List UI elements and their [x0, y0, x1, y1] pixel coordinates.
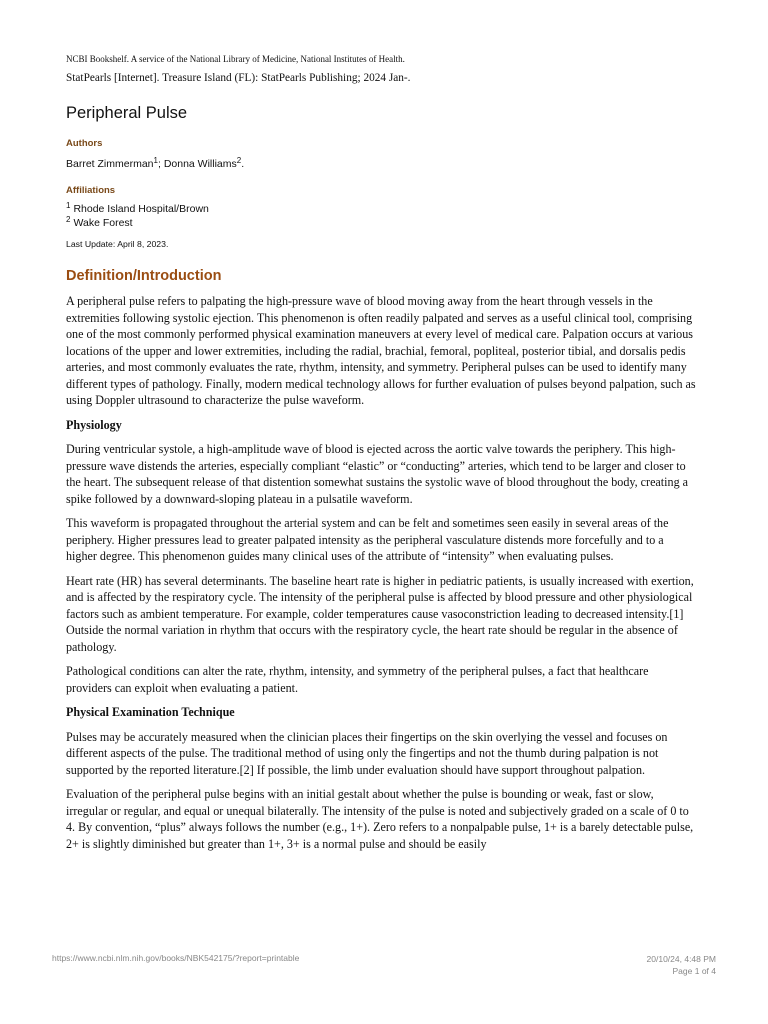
affiliations-label: Affiliations [66, 185, 116, 196]
paragraph: Evaluation of the peripheral pulse begins with an initial gestalt about whether the pulse is bounding or weak, fast or slow, irregular or regular, and equal or unequal bilaterally. The intensity of the pulse is noted and subjectively graded on a scale of 0 to 4. By convention, “plus” always follows the number (e.g., 1+). Zero refers to a nonpalpable pulse, 1+ is a barely detectable pulse, 2+ is slightly diminished but greater than 1+, 3+ is a normal pulse and should be easily [66, 787, 694, 851]
author-affiliation-ref[interactable]: 2 [236, 156, 242, 165]
citation-line: StatPearls [Internet]. Treasure Island (FL): StatPearls Publishing; 2024 Jan-. [66, 72, 411, 84]
paragraph: Pulses may be accurately measured when the clinician places their fingertips on the skin overlying the vessel and focuses on different aspects of the pulse. The traditional method of using only the fingertips and not the thumb during palpation is not supported by the reported literature.[2] If possible, the limb under evaluation should have support throughout palpation. [66, 729, 668, 777]
source-line: NCBI Bookshelf. A service of the National Library of Medicine, National Institutes of Health. [66, 54, 405, 64]
affiliation-item [66, 202, 696, 216]
authors-label: Authors [66, 138, 103, 149]
subsection-heading: Physiology [66, 417, 122, 432]
page-title: Peripheral Pulse [66, 104, 188, 122]
author-name[interactable]: Donna Williams [163, 158, 237, 170]
paragraph: Pathological conditions can alter the rate, rhythm, intensity, and symmetry of the peripheral pulses, a fact that healthcare providers can exploit when evaluating a patient. [66, 664, 649, 695]
authors-list [66, 157, 696, 171]
paragraph: This waveform is propagated throughout the arterial system and can be felt and sometimes seen easily in several areas of the periphery. Higher pressures lead to greater palpated intensity as the peripheral vasculature distends more forcefully and to a higher degree. This phenomenon guides many clinical uses of the attribute of “intensity” when evaluating pulses. [66, 516, 669, 563]
affiliations-list [66, 202, 696, 230]
author-name[interactable]: Barret Zimmerman [66, 158, 154, 170]
footer-meta [647, 953, 716, 977]
affiliation-item [66, 216, 696, 230]
paragraph: A peripheral pulse refers to palpating the high-pressure wave of blood moving away from the heart through vessels in the extremities following systolic ejection. This phenomenon is often readily palpated and serves as a useful clinical tool, comprising one of the most commonly performed physical examination maneuvers at every level of medical care. Palpation occurs at various locations of the upper and lower extremities, including the radial, brachial, femoral, popliteal, posterior tibial, and dorsalis pedis arteries, and most commonly evaluates the rate, rhythm, intensity, and symmetry. Peripheral pulses can be used to identify many different types of pathology. Finally, modern medical technology allows for further evaluation of pulses beyond palpation, such as using Doppler ultrasound to characterize the pulse waveform. [66, 294, 696, 407]
author-separator: . [241, 158, 245, 170]
affiliation-name: Rhode Island Hospital/Brown [73, 203, 209, 215]
page-number: Page 1 of 4 [672, 966, 716, 976]
affiliation-number: 1 [66, 201, 71, 210]
document-page [66, 52, 696, 852]
author-affiliation-ref[interactable]: 1 [153, 156, 158, 165]
author-separator: ; [157, 158, 164, 170]
paragraph: During ventricular systole, a high-amplitude wave of blood is ejected across the aortic valve towards the periphery. This high-pressure wave distends the arteries, especially compliant “elastic” or “conducting” arteries, which tend to be larger and closer to the heart. The subsequent release of that distention somewhat sustains the systolic wave of blood throughout the body, creating a spike followed by a downward-sloping plateau in a pulsatile waveform. [66, 442, 689, 506]
affiliation-name: Wake Forest [73, 217, 133, 229]
affiliation-number: 2 [66, 215, 71, 224]
section-heading: Definition/Introduction [66, 268, 222, 284]
subsection-heading: Physical Examination Technique [66, 705, 235, 719]
last-update: Last Update: April 8, 2023. [66, 239, 169, 249]
paragraph: Heart rate (HR) has several determinants. The baseline heart rate is higher in pediatric patients, is usually increased with exertion, and is affected by the respiratory cycle. The intensity of the peripheral pulse is affected by blood pressure and other physiological factors such as ambient temperature. For example, colder temperatures cause vasoconstriction leading to decreased intensity.[1] Outside the normal variation in rhythm that occurs with the respiratory cycle, the heart rate should be regular in the absence of pathology. [66, 573, 694, 654]
footer-url[interactable]: https://www.ncbi.nlm.nih.gov/books/NBK542175/?report=printable [52, 953, 300, 963]
print-datetime: 20/10/24, 4:48 PM [646, 954, 716, 964]
